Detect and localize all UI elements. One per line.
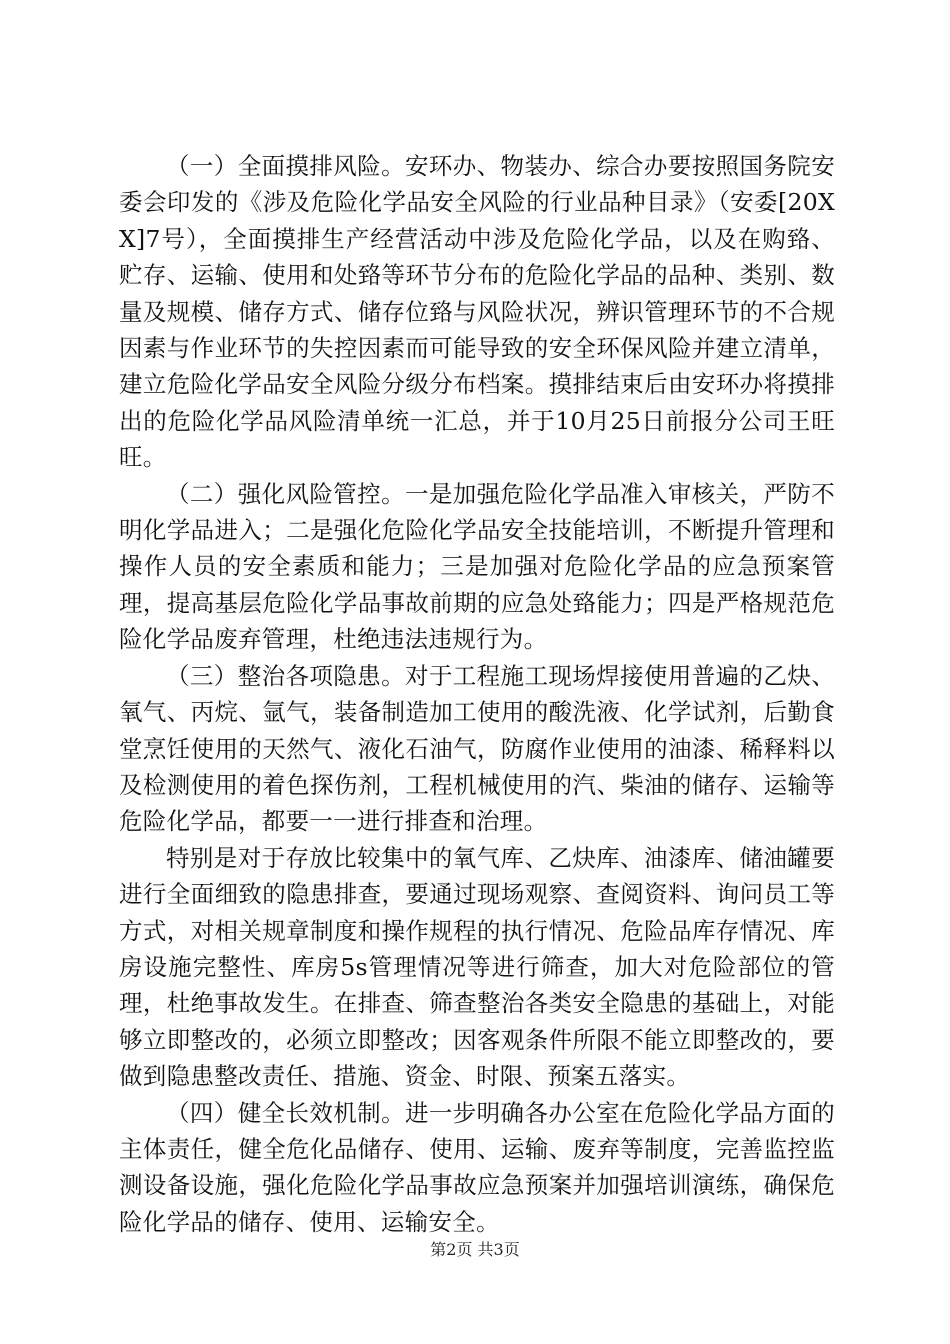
paragraph-warehouse-inspection: 特别是对于存放比较集中的氧气库、乙炔库、油漆库、储油罐要进行全面细致的隐患排查，要通过现场观察、查阅资料、询问员工等方式，对相关规章制度和操作规程的执行情况、危险品库存情况、库房设施完整性、库房5s管理情况等进行筛查，加大对危险部位的管理，杜绝事故发生。在排查、筛查整治各类安全隐患的基础上，对能够立即整改的，必须立即整改；因客观条件所限不能立即整改的，要做到隐患整改责任、措施、资金、时限、预案五落实。	[119, 843, 835, 1091]
paragraph-hazard-rectification: （三）整治各项隐患。对于工程施工现场焊接使用普遍的乙炔、氧气、丙烷、氩气，装备制造加工使用的酸洗液、化学试剂，后勤食堂烹饪使用的天然气、液化石油气，防腐作业使用的油漆、稀释料以及检测使用的着色探伤剂，工程机械使用的汽、柴油的储存、运输等危险化学品，都要一一进行排查和治理。	[119, 661, 835, 836]
paragraph-long-term-mechanism: （四）健全长效机制。进一步明确各办公室在危险化学品方面的主体责任，健全危化品储存、使用、运输、废弃等制度，完善监控监测设备设施，强化危险化学品事故应急预案并加强培训演练，确保危险化学品的储存、使用、运输安全。	[119, 1098, 835, 1236]
document-body	[119, 148, 835, 1240]
paragraph-risk-control: （二）强化风险管控。一是加强危险化学品准入审核关，严防不明化学品进入；二是强化危险化学品安全技能培训，不断提升管理和操作人员的安全素质和能力；三是加强对危险化学品的应急预案管理，提高基层危险化学品事故前期的应急处臵能力；四是严格规范危险化学品废弃管理，杜绝违法违规行为。	[119, 479, 835, 654]
paragraph-risk-survey: （一）全面摸排风险。安环办、物装办、综合办要按照国务院安委会印发的《涉及危险化学品安全风险的行业品种目录》（安委[20XX]7号），全面摸排生产经营活动中涉及危险化学品，以及在购臵、贮存、运输、使用和处臵等环节分布的危险化学品的品种、类别、数量及规模、储存方式、储存位臵与风险状况，辨识管理环节的不合规因素与作业环节的失控因素而可能导致的安全环保风险并建立清单，建立危险化学品安全风险分级分布档案。摸排结束后由安环办将摸排出的危险化学品风险清单统一汇总，并于10月25日前报分公司王旺旺。	[119, 152, 835, 472]
page-number-footer: 第2页 共3页	[430, 1240, 520, 1259]
